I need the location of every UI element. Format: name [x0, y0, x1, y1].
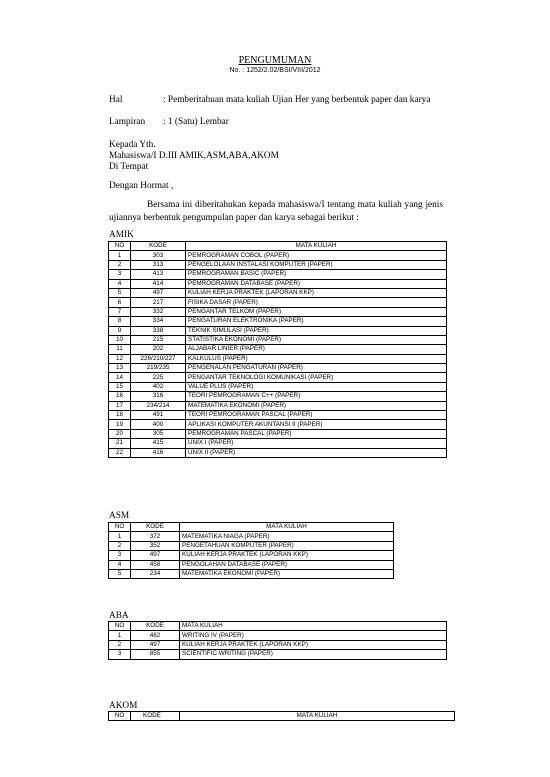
- row-kode: 338: [131, 326, 186, 335]
- document-title: PENGUMUMAN: [238, 55, 312, 66]
- row-mata-kuliah: MATEMATIKA EKONOMI (PAPER): [186, 401, 447, 410]
- row-no: 19: [109, 420, 131, 429]
- row-no: 5: [109, 288, 131, 297]
- table-row: [109, 260, 447, 269]
- table-row: [109, 541, 394, 550]
- row-mata-kuliah: PENGELOLAAN INSTALASI KOMPUTER (PAPER): [186, 260, 447, 269]
- header-kode: KODE: [131, 622, 180, 631]
- table-row: [109, 532, 394, 541]
- row-kode: 313: [131, 260, 186, 269]
- row-kode: 202: [131, 345, 186, 354]
- row-kode: 416: [131, 448, 186, 457]
- row-mata-kuliah: STATISTIKA EKONOMI (PAPER): [186, 335, 447, 344]
- address-line-3: Di Tempat: [109, 162, 149, 172]
- row-kode: 352: [131, 541, 180, 550]
- row-no: 2: [109, 541, 131, 550]
- table-row: [109, 392, 447, 401]
- greeting: Dengan Hormat ,: [109, 181, 174, 191]
- row-mata-kuliah: PEMROGRAMAN BASIC (PAPER): [186, 270, 447, 279]
- row-no: 18: [109, 411, 131, 420]
- row-mata-kuliah: KULIAH KERJA PRAKTEK (LAPORAN KKP): [180, 640, 447, 649]
- row-kode: 225: [131, 373, 186, 382]
- row-kode: 497: [131, 288, 186, 297]
- section-title-amik: AMIK: [109, 230, 134, 240]
- row-mata-kuliah: VALUE PLUS (PAPER): [186, 382, 447, 391]
- row-mata-kuliah: PENGENALAN PENGATURAN (PAPER): [186, 364, 447, 373]
- row-mata-kuliah: WRITING IV (PAPER): [180, 631, 447, 640]
- row-kode: 855: [131, 650, 180, 659]
- table-row: [109, 251, 447, 260]
- row-kode: 400: [131, 420, 186, 429]
- row-mata-kuliah: UNIX I (PAPER): [186, 439, 447, 448]
- row-no: 3: [109, 650, 131, 659]
- table-header-row: [109, 523, 394, 532]
- row-mata-kuliah: APLIKASI KOMPUTER AKUNTANSI II (PAPER): [186, 420, 447, 429]
- row-kode: 332: [131, 307, 186, 316]
- table-row: [109, 569, 394, 578]
- row-mata-kuliah: TEORI PEMROGRAMAN C++ (PAPER): [186, 392, 447, 401]
- table-row: [109, 420, 447, 429]
- hal-value: : Pemberitahuan mata kuliah Ujian Her yang berbentuk paper dan karya: [163, 95, 431, 105]
- section-title-akom: AKOM: [109, 701, 138, 711]
- table-row: [109, 551, 394, 560]
- row-kode: 334: [131, 317, 186, 326]
- table-row: [109, 354, 447, 363]
- row-kode: 217: [131, 298, 186, 307]
- address-line-2: Mahasiswa/I D.III AMIK,ASM,ABA,AKOM: [109, 151, 279, 161]
- row-mata-kuliah: SCIENTIFIC WRITING (PAPER): [180, 650, 447, 659]
- table-amik: [108, 241, 447, 458]
- header-mata-kuliah: MATA KULIAH: [180, 523, 394, 532]
- row-kode: 215: [131, 335, 186, 344]
- row-no: 8: [109, 317, 131, 326]
- address-line-1: Kepada Yth.: [109, 140, 156, 150]
- row-kode: 414: [131, 279, 186, 288]
- table-row: [109, 560, 394, 569]
- row-no: 1: [109, 251, 131, 260]
- section-title-aba: ABA: [109, 611, 129, 621]
- row-mata-kuliah: ALJABAR LINIER (PAPER): [186, 345, 447, 354]
- row-kode: 372: [131, 532, 180, 541]
- table-row: [109, 448, 447, 457]
- row-mata-kuliah: PENGANTAR TELKOM (PAPER): [186, 307, 447, 316]
- row-no: 6: [109, 298, 131, 307]
- row-no: 20: [109, 429, 131, 438]
- header-mata-kuliah: MATA KULIAH: [186, 242, 447, 251]
- table-row: [109, 364, 447, 373]
- row-no: 9: [109, 326, 131, 335]
- row-kode: 402: [131, 382, 186, 391]
- table-row: [109, 270, 447, 279]
- table-row: [109, 288, 447, 297]
- row-kode: 491: [131, 411, 186, 420]
- row-kode: 303: [131, 251, 186, 260]
- row-no: 22: [109, 448, 131, 457]
- row-mata-kuliah: PENGETAHUAN KOMPUTER (PAPER): [180, 541, 394, 550]
- table-row: [109, 326, 447, 335]
- row-kode: 415: [131, 439, 186, 448]
- table-row: [109, 429, 447, 438]
- table-row: [109, 401, 447, 410]
- table-header-row: [109, 712, 455, 721]
- row-no: 7: [109, 307, 131, 316]
- body-paragraph: Bersama ini diberitahukan kepada mahasiswa/I tentang mata kuliah yang jenis ujiannya berbentuk pengumpulan paper dan karya sebagai berikut :: [109, 200, 443, 223]
- lampiran-label: Lampiran: [109, 117, 146, 127]
- row-kode: 413: [131, 270, 186, 279]
- row-mata-kuliah: KALKULUS (PAPER): [186, 354, 447, 363]
- row-kode: 497: [131, 640, 180, 649]
- row-kode: 316: [131, 392, 186, 401]
- header-kode: KODE: [131, 523, 180, 532]
- row-mata-kuliah: KULIAH KERJA PRAKTEK (LAPORAN KKP): [186, 288, 447, 297]
- row-no: 17: [109, 401, 131, 410]
- row-mata-kuliah: MATEMATIKA EKONOMI (PAPER): [180, 569, 394, 578]
- header-kode: KODE: [131, 242, 186, 251]
- row-mata-kuliah: PENGATURAN ELEKTRONIKA (PAPER): [186, 317, 447, 326]
- row-mata-kuliah: TEKNIK SIMULASI (PAPER): [186, 326, 447, 335]
- table-header-row: [109, 242, 447, 251]
- table-row: [109, 411, 447, 420]
- row-no: 4: [109, 279, 131, 288]
- row-kode: 234: [131, 569, 180, 578]
- row-mata-kuliah: KULIAH KERJA PRAKTEK (LAPORAN KKP): [180, 551, 394, 560]
- row-no: 13: [109, 364, 131, 373]
- table-akom: [108, 711, 455, 721]
- row-no: 15: [109, 382, 131, 391]
- header-no: NO: [109, 242, 131, 251]
- row-mata-kuliah: PEMROGRAMAN PASCAL (PAPER): [186, 429, 447, 438]
- row-no: 21: [109, 439, 131, 448]
- table-row: [109, 279, 447, 288]
- row-mata-kuliah: MATEMATIKA NIAGA (PAPER): [180, 532, 394, 541]
- row-no: 4: [109, 560, 131, 569]
- table-row: [109, 307, 447, 316]
- row-mata-kuliah: UNIX II (PAPER): [186, 448, 447, 457]
- header-no: NO: [109, 622, 131, 631]
- row-no: 1: [109, 532, 131, 541]
- row-mata-kuliah: PENGOLAHAN DATABASE (PAPER): [180, 560, 394, 569]
- row-kode: 226/210/227: [131, 354, 186, 363]
- header-kode: KODE: [131, 712, 180, 721]
- table-row: [109, 640, 447, 649]
- row-no: 2: [109, 260, 131, 269]
- row-no: 16: [109, 392, 131, 401]
- header-no: NO: [109, 523, 131, 532]
- table-row: [109, 650, 447, 659]
- document-number: No. : 1252/2.02/BSI/VIII/2012: [229, 67, 321, 74]
- row-no: 12: [109, 354, 131, 363]
- row-mata-kuliah: PENGANTAR TEKNOLOGI KOMUNIKASI (PAPER): [186, 373, 447, 382]
- row-kode: 458: [131, 560, 180, 569]
- row-no: 2: [109, 640, 131, 649]
- row-mata-kuliah: TEORI PEMROGRAMAN PASCAL (PAPER): [186, 411, 447, 420]
- row-mata-kuliah: PEMROGRAMAN COBOL (PAPER): [186, 251, 447, 260]
- row-mata-kuliah: FISIKA DASAR (PAPER): [186, 298, 447, 307]
- table-row: [109, 439, 447, 448]
- table-aba: [108, 621, 447, 660]
- hal-label: Hal: [109, 95, 123, 105]
- row-no: 1: [109, 631, 131, 640]
- lampiran-value: : 1 (Satu) Lembar: [163, 117, 229, 127]
- table-row: [109, 345, 447, 354]
- table-row: [109, 335, 447, 344]
- row-no: 10: [109, 335, 131, 344]
- row-no: 3: [109, 270, 131, 279]
- row-kode: 305: [131, 429, 186, 438]
- row-no: 5: [109, 569, 131, 578]
- header-no: NO: [109, 712, 131, 721]
- table-row: [109, 317, 447, 326]
- table-row: [109, 631, 447, 640]
- header-mata-kuliah: MATA KULIAH: [180, 712, 455, 721]
- table-row: [109, 298, 447, 307]
- row-no: 3: [109, 551, 131, 560]
- table-row: [109, 373, 447, 382]
- table-header-row: [109, 622, 447, 631]
- section-title-asm: ASM: [109, 511, 130, 521]
- row-no: 11: [109, 345, 131, 354]
- row-mata-kuliah: PEMROGRAMAN DATABASE (PAPER): [186, 279, 447, 288]
- row-kode: 497: [131, 551, 180, 560]
- header-mata-kuliah: MATA KULIAH: [180, 622, 447, 631]
- row-kode: 234/214: [131, 401, 186, 410]
- table-row: [109, 382, 447, 391]
- table-asm: [108, 522, 394, 579]
- row-kode: 482: [131, 631, 180, 640]
- row-kode: 219/235: [131, 364, 186, 373]
- row-no: 14: [109, 373, 131, 382]
